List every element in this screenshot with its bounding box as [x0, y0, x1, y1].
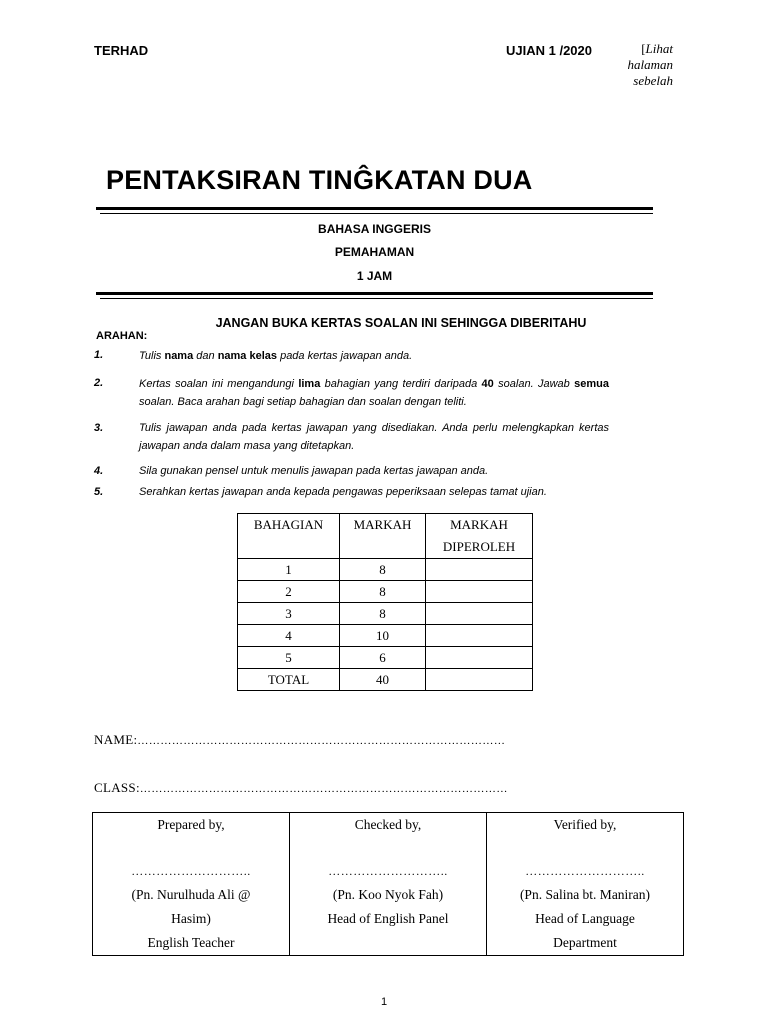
subject-rule-thin	[100, 298, 653, 299]
table-header-row	[238, 514, 533, 559]
subject-name: BAHASA INGGERIS	[318, 222, 431, 236]
class-line	[94, 780, 508, 796]
name-dots: ……………………………………………………………………………………	[137, 735, 506, 747]
marks-table	[237, 513, 533, 691]
table-cell: 4	[238, 625, 340, 647]
table-row	[238, 603, 533, 625]
instruction-text: Tulis jawapan anda pada kertas jawapan yang disediakan. Anda perlu melengkapkan kertas jawapan anda dalam masa yang ditetapkan.	[139, 422, 609, 452]
table-row	[238, 559, 533, 581]
instruction-number: 5.	[94, 486, 104, 498]
document-title: PENTAKSIRAN TINĜKATAN DUA	[106, 165, 533, 195]
instruction-number: 3.	[94, 422, 104, 434]
signatory-name-cont: Hasim)	[171, 911, 211, 926]
signatory-name: (Pn. Nurulhuda Ali @	[131, 887, 251, 902]
signatory-role: English Teacher	[147, 935, 235, 950]
table-cell: 1	[238, 559, 340, 581]
signature-prepared	[93, 813, 290, 956]
score-entry-cell	[426, 603, 533, 625]
note-bracket: [	[641, 41, 646, 56]
subject-rule-thick	[96, 292, 653, 295]
header-bahagian: BAHAGIAN	[238, 514, 340, 559]
table-cell: 8	[340, 581, 426, 603]
table-row	[238, 581, 533, 603]
instruction-text: Serahkan kertas jawapan anda kepada pengawas peperiksaan selepas tamat ujian.	[139, 486, 547, 498]
instructions-label: ARAHAN:	[96, 330, 148, 342]
classification-label: TERHAD	[94, 43, 149, 58]
table-cell: TOTAL	[238, 669, 340, 691]
instruction-text: Kertas soalan ini mengandungi lima bahagian yang terdiri daripada 40 soalan. Jawab semua soalan. Baca arahan bagi setiap bahagian dan soalan dengan teliti.	[139, 378, 609, 408]
signature-heading: Checked by,	[354, 817, 422, 832]
page-turn-note	[615, 41, 673, 89]
signature-checked	[290, 813, 487, 956]
table-cell: 8	[340, 559, 426, 581]
table-cell: 2	[238, 581, 340, 603]
do-not-open-notice: JANGAN BUKA KERTAS SOALAN INI SEHINGGA DIBERITAHU	[215, 316, 587, 330]
signatory-name: (Pn. Koo Nyok Fah)	[332, 887, 444, 902]
name-label: NAME:	[94, 732, 138, 747]
score-entry-cell	[426, 625, 533, 647]
signature-dots: ………………………..	[131, 864, 251, 878]
name-line	[94, 732, 505, 748]
table-row	[238, 625, 533, 647]
signature-heading: Verified by,	[553, 817, 617, 832]
note-line: sebelah	[633, 73, 673, 88]
signatory-name: (Pn. Salina bt. Maniran)	[519, 887, 651, 902]
score-entry-cell	[426, 581, 533, 603]
table-total-row	[238, 669, 533, 691]
table-row	[238, 647, 533, 669]
signature-verified	[487, 813, 684, 956]
paper-name: PEMAHAMAN	[334, 245, 415, 259]
instruction-number: 2.	[94, 377, 104, 389]
signatory-role: Head of Language	[535, 911, 635, 926]
class-dots: ……………………………………………………………………………………	[139, 783, 508, 795]
table-cell: 40	[340, 669, 426, 691]
table-cell: 8	[340, 603, 426, 625]
table-cell: 3	[238, 603, 340, 625]
signature-dots: ………………………..	[328, 864, 448, 878]
table-cell: 5	[238, 647, 340, 669]
class-label: CLASS:	[94, 780, 140, 795]
signature-heading: Prepared by,	[157, 817, 225, 832]
signatory-role-cont: Department	[553, 935, 617, 950]
instruction-text: Tulis nama dan nama kelas pada kertas jawapan anda.	[139, 350, 413, 362]
signatory-role: Head of English Panel	[327, 911, 449, 926]
signature-table	[92, 812, 684, 956]
header-markah-diperoleh: MARKAH DIPEROLEH	[426, 514, 533, 559]
instruction-number: 4.	[94, 465, 104, 477]
score-entry-cell	[426, 647, 533, 669]
score-entry-cell	[426, 669, 533, 691]
title-rule-thick	[96, 207, 653, 210]
note-line: Lihat	[645, 41, 673, 56]
duration: 1 JAM	[356, 269, 393, 283]
signature-dots: ………………………..	[525, 864, 645, 878]
note-line: halaman	[627, 57, 673, 72]
page-number: 1	[380, 996, 388, 1008]
instruction-text: Sila gunakan pensel untuk menulis jawapan pada kertas jawapan anda.	[139, 465, 489, 477]
exam-label: UJIAN 1 /2020	[506, 43, 592, 58]
table-cell: 6	[340, 647, 426, 669]
title-rule-thin	[100, 213, 653, 214]
header-markah: MARKAH	[340, 514, 426, 559]
table-cell: 10	[340, 625, 426, 647]
score-entry-cell	[426, 559, 533, 581]
instruction-number: 1.	[94, 349, 104, 361]
